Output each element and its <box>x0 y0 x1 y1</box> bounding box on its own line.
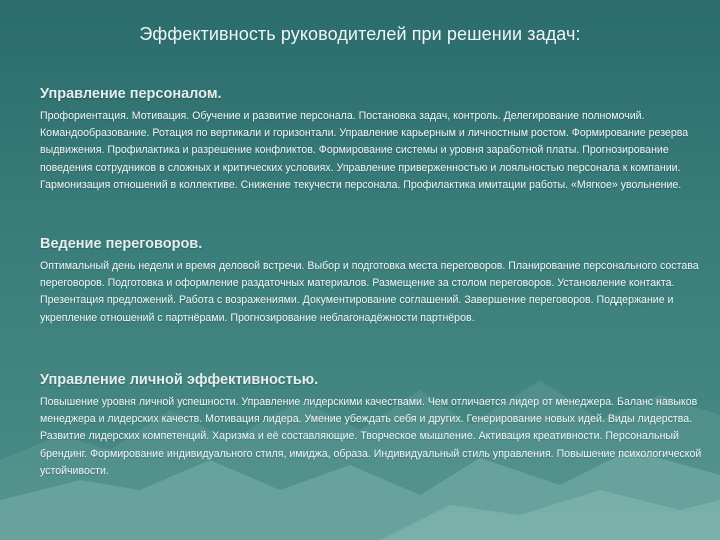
section-negotiations <box>40 236 712 327</box>
section-heading: Ведение переговоров. <box>40 236 203 252</box>
slide-title: Эффективность руководителей при решении задач: <box>139 24 581 44</box>
section-heading: Управление личной эффективностью. <box>40 372 319 388</box>
section-personnel-management <box>40 86 712 194</box>
section-body: Профориентация. Мотивация. Обучение и развитие персонала. Постановка задач, контроль. Делегирование полномочий. Командообразование. Ротация по вертикали и горизонтали. Управление карьерным и личностным ростом. Формирование резерва выдвижения. Профилактика и разрешение конфликтов. Формирование системы и уровня заработной платы. Прогнозирование поведения сотрудников в сложных и критических условиях. Управление приверженностью и лояльностью персонала к компании. Гармонизация отношений в коллективе. Снижение текучести персонала. Профилактика имитации работы. «Мягкое» увольнение. <box>40 110 689 191</box>
section-body: Повышение уровня личной успешности. Управление лидерскими качествами. Чем отличается лидер от менеджера. Баланс навыков менеджера и лидерских качеств. Мотивация лидера. Умение убеждать себя и других. Генерирование новых идей. Виды лидерства. Развитие лидерских компетенций. Харизма и её составляющие. Творческое мышление. Активация креативности. Персональный брендинг. Формирование индивидуального стиля, имиджа, образа. Индивидуальный стиль управления. Повышение психологической устойчивости. <box>40 396 702 477</box>
section-heading: Управление персоналом. <box>40 86 222 102</box>
section-personal-effectiveness <box>40 372 712 480</box>
section-body: Оптимальный день недели и время деловой встречи. Выбор и подготовка места переговоров. Планирование персонального состава переговоров. Подготовка и оформление раздаточных материалов. Размещение за столом переговоров. Установление контакта. Презентация предложений. Работа с возражениями. Документирование соглашений. Завершение переговоров. Поддержание и укрепление отношений с партнёрами. Прогнозирование неблагонадёжности партнёров. <box>40 260 699 324</box>
